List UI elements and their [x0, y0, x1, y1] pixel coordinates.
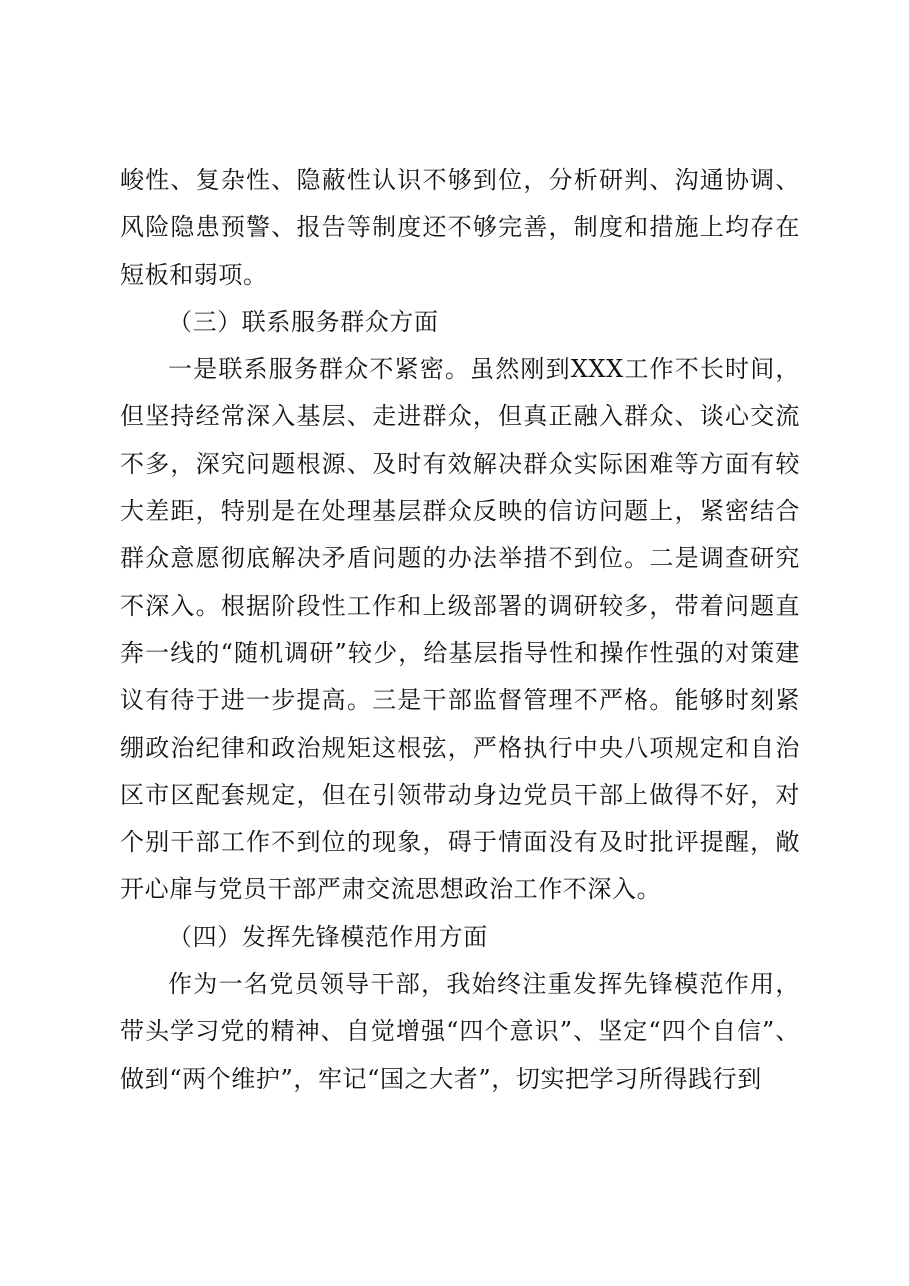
- paragraph-continuation: 峻性、复杂性、隐蔽性认识不够到位，分析研判、沟通协调、风险隐患预警、报告等制度还不够完善，制度和措施上均存在短板和弱项。: [120, 166, 800, 289]
- section-heading-3: （三）联系服务群众方面: [168, 307, 439, 336]
- paragraph-contact-masses: 一是联系服务群众不紧密。虽然刚到XXX工作不长时间，但坚持经常深入基层、走进群众，但真正融入群众、谈心交流不多，深究问题根源、及时有效解决群众实际困难等方面有较大差距，特别是在处理基层群众反映的信访问题上，紧密结合群众意愿彻底解决矛盾问题的办法举措不到位。二是调查研究不深入。根据阶段性工作和上级部署的调研较多，带着问题直奔一线的“随机调研”较少，给基层指导性和操作性强的对策建议有待于进一步提高。三是干部监督管理不严格。能够时刻紧绷政治纪律和政治规矩这根弦，严格执行中央八项规定和自治区市区配套规定，但在引领带动身边党员干部上做得不好，对个别干部工作不到位的现象，碍于情面没有及时批评提醒，敞开心扉与党员干部严肃交流思想政治工作不深入。: [120, 355, 800, 904]
- paragraph-vanguard-role: 作为一名党员领导干部，我始终注重发挥先锋模范作用，带头学习党的精神、自觉增强“四个意识”、坚定“四个自信”、做到“两个维护”，牢记“国之大者”，切实把学习所得践行到: [120, 970, 800, 1093]
- document-body: [120, 157, 800, 1103]
- section-heading-4: （四）发挥先锋模范作用方面: [168, 922, 488, 951]
